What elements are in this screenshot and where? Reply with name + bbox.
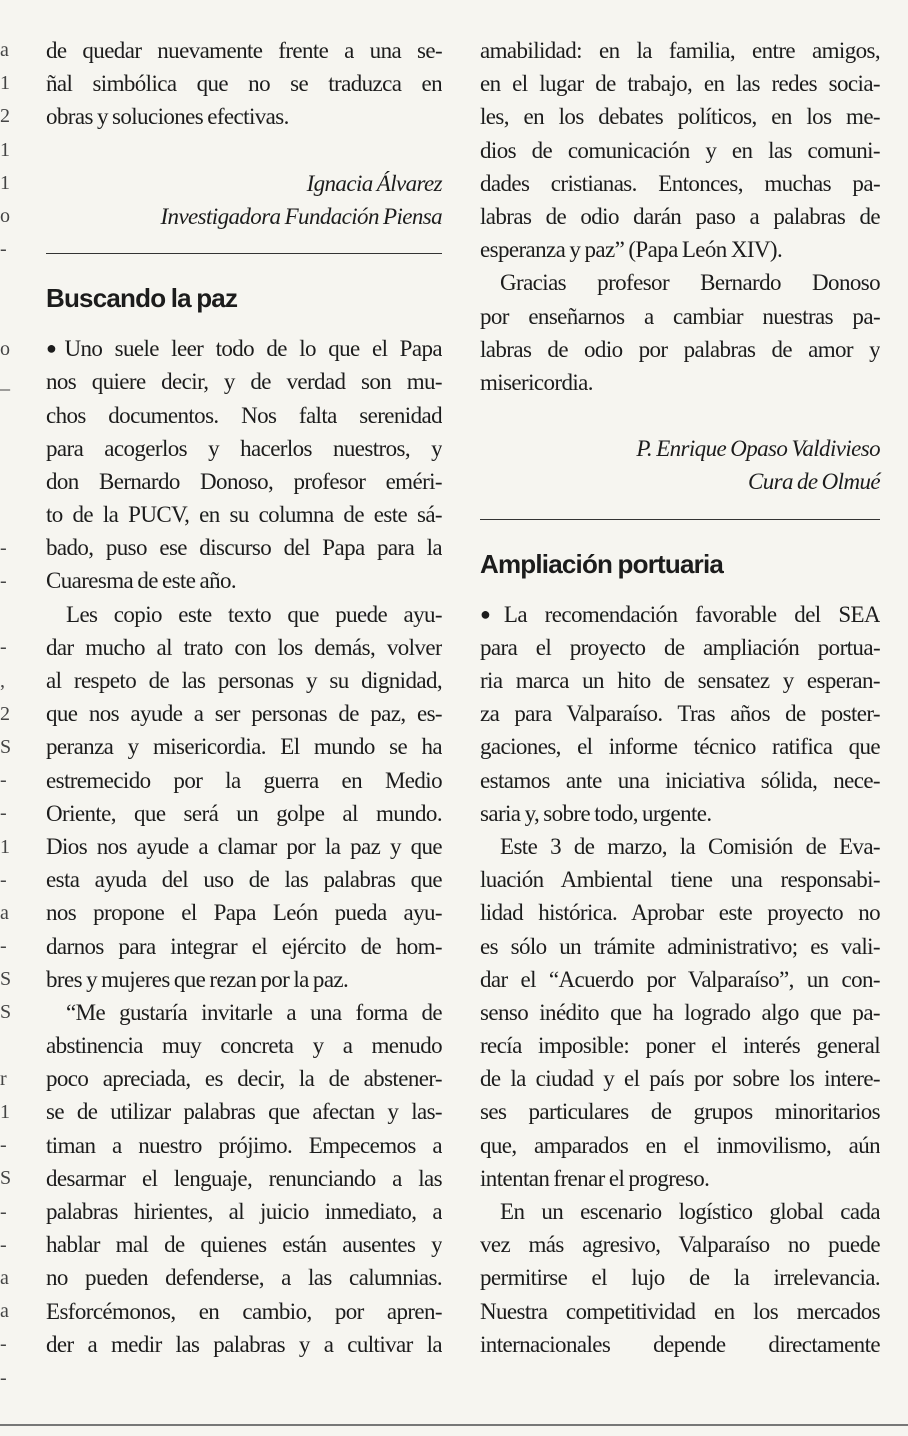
text-line: para acogerlos y hacerlos nuestros, y bbox=[46, 435, 442, 461]
text-line: to de la PUCV, en su columna de este sá- bbox=[46, 502, 442, 528]
text-line: bres y mujeres que rezan por la paz. bbox=[46, 966, 349, 992]
text-line: que nos ayude a ser personas de paz, es- bbox=[46, 701, 442, 727]
edge-fragment: 1 bbox=[0, 171, 10, 194]
text-line: Esforcémonos, en cambio, por apren- bbox=[46, 1298, 442, 1324]
text-line: obras y soluciones efectivas. bbox=[46, 104, 289, 130]
article-paragraph-1 bbox=[480, 598, 880, 830]
text-line: en el lugar de trabajo, en las redes socia- bbox=[480, 71, 880, 97]
edge-fragment: - bbox=[0, 1233, 7, 1256]
text-line: Oriente, que será un golpe al mundo. bbox=[46, 800, 442, 826]
edge-fragment: S bbox=[0, 1001, 12, 1024]
edge-fragment: 1 bbox=[0, 1101, 10, 1123]
text-line: desarmar el lenguaje, renunciando a las bbox=[46, 1165, 442, 1191]
edge-fragment: , bbox=[0, 669, 5, 692]
signature-title: Investigadora Fundación Piensa bbox=[160, 203, 442, 229]
text-line: de la ciudad y el país por sobre los intere- bbox=[480, 1066, 880, 1092]
divider bbox=[480, 519, 880, 520]
edge-fragment bbox=[0, 266, 14, 299]
edge-fragment: - bbox=[0, 1333, 7, 1356]
text-line: bado, puso ese discurso del Papa para la bbox=[46, 535, 442, 561]
edge-fragment: o bbox=[0, 204, 10, 227]
edge-fragment: S bbox=[0, 1167, 12, 1190]
text-line: amabilidad: en la familia, entre amigos, bbox=[480, 38, 880, 63]
text-line: ria marca un hito de sensatez y esperan- bbox=[480, 668, 880, 693]
text-line: En un escenario logístico global cada bbox=[500, 1199, 880, 1224]
article-paragraph-3 bbox=[46, 996, 442, 1361]
divider bbox=[46, 253, 442, 254]
text-line: que, amparados en el inmovilismo, aún bbox=[480, 1132, 880, 1158]
edge-fragment: r bbox=[0, 1067, 7, 1090]
text-line: dades cristianas. Entonces, muchas pa- bbox=[480, 170, 880, 196]
text-line: ses particulares de grupos minoritarios bbox=[480, 1099, 880, 1125]
edge-fragment: S bbox=[0, 968, 12, 991]
text-line bbox=[480, 598, 880, 631]
text-line: de quedar nuevamente frente a una se- bbox=[46, 38, 442, 63]
text-line: peranza y misericordia. El mundo se ha bbox=[46, 734, 442, 760]
edge-fragment: - bbox=[0, 536, 7, 559]
edge-fragment: S bbox=[0, 735, 12, 758]
left-opening-text bbox=[46, 34, 442, 134]
edge-fragment: 1 bbox=[0, 835, 10, 858]
right-paragraph-2 bbox=[480, 266, 880, 399]
text-line: lidad histórica. Aprobar este proyecto no bbox=[480, 900, 880, 926]
text-line: para el proyecto de ampliación portua- bbox=[480, 634, 880, 660]
text-line: dar el “Acuerdo por Valparaíso”, un con- bbox=[480, 966, 880, 992]
text-line: labras de odio por palabras de amor y bbox=[480, 336, 880, 362]
edge-fragment bbox=[0, 1030, 14, 1063]
edge-fragment: - bbox=[0, 769, 7, 792]
edge-fragment: - bbox=[0, 802, 7, 825]
text-line: Dios nos ayude a clamar por la paz y que bbox=[46, 833, 442, 859]
edge-fragment: a bbox=[0, 39, 9, 61]
text-line: se de utilizar palabras que afectan y las- bbox=[46, 1099, 442, 1125]
text-line: es sólo un trámite administrativo; es vali- bbox=[480, 933, 880, 959]
text-line: senso inédito que ha logrado algo que pa- bbox=[480, 999, 880, 1025]
edge-fragment: a bbox=[0, 901, 9, 924]
text-line: misericordia. bbox=[480, 369, 593, 395]
text-line: der a medir las palabras y a cultivar la bbox=[46, 1331, 442, 1357]
text-line: Este 3 de marzo, la Comisión de Eva- bbox=[500, 833, 880, 859]
edge-fragment bbox=[0, 399, 14, 432]
text-line: al respeto de las personas y su dignidad, bbox=[46, 668, 442, 693]
text-line: ñal simbólica que no se traduzca en bbox=[46, 71, 442, 97]
text-line: nos propone el Papa León pueda ayu- bbox=[46, 900, 442, 926]
text-line: internacionales depende directamente bbox=[480, 1331, 880, 1357]
text-line: saria y, sobre todo, urgente. bbox=[480, 800, 712, 826]
text-line: luación Ambiental tiene una responsabi- bbox=[480, 867, 880, 893]
text-line: por enseñarnos a cambiar nuestras pa- bbox=[480, 303, 880, 329]
page-bottom-rule bbox=[0, 1424, 908, 1426]
text-line: Nuestra competitividad en los mercados bbox=[480, 1298, 880, 1324]
article-headline: Ampliación portuaria bbox=[480, 548, 724, 579]
text-line: poco apreciada, es decir, la de abstener- bbox=[46, 1066, 442, 1092]
signature-name: P. Enrique Opaso Valdivieso bbox=[636, 436, 880, 462]
text-line: Cuaresma de este año. bbox=[46, 568, 237, 594]
edge-fragment bbox=[0, 300, 14, 333]
edge-fragment: - bbox=[0, 868, 7, 891]
text-line: timan a nuestro prójimo. Empecemos a bbox=[46, 1132, 442, 1158]
text-line: hablar mal de quienes están ausentes y bbox=[46, 1232, 442, 1258]
text-line: Gracias profesor Bernardo Donoso bbox=[500, 270, 880, 296]
text-line: permitirse el lujo de la irrelevancia. bbox=[480, 1265, 880, 1291]
edge-fragment bbox=[0, 465, 14, 498]
text-line: recía imposible: poner el interés general bbox=[480, 1033, 880, 1059]
edge-fragment: - bbox=[0, 1366, 7, 1389]
signature-title: Cura de Olmué bbox=[747, 469, 880, 495]
article-paragraph-1 bbox=[46, 332, 442, 598]
text-line bbox=[46, 332, 442, 365]
text-line: esperanza y paz” (Papa León XIV). bbox=[480, 237, 783, 263]
article-headline: Buscando la paz bbox=[46, 283, 238, 314]
text-line: chos documentos. Nos falta serenidad bbox=[46, 402, 442, 428]
text-line: esta ayuda del uso de las palabras que bbox=[46, 867, 442, 893]
edge-fragment bbox=[0, 499, 14, 532]
left-edge-fragments bbox=[0, 34, 14, 1395]
text-line: abstinencia muy concreta y a menudo bbox=[46, 1033, 442, 1059]
edge-fragment: _ bbox=[0, 370, 10, 393]
text-line: les, en los debates políticos, en los me- bbox=[480, 104, 880, 130]
text-line: Les copio este texto que puede ayu- bbox=[66, 601, 442, 627]
text-line: don Bernardo Donoso, profesor eméri- bbox=[46, 468, 442, 494]
article-paragraph-2 bbox=[480, 830, 880, 1195]
text-line: labras de odio darán paso a palabras de bbox=[480, 203, 880, 229]
text-line: darnos para integrar el ejército de hom- bbox=[46, 933, 442, 959]
edge-fragment bbox=[0, 598, 14, 631]
edge-fragment: 1 bbox=[0, 138, 10, 161]
bullet-icon: ● bbox=[46, 338, 65, 359]
article-paragraph-2 bbox=[46, 598, 442, 996]
edge-fragment: - bbox=[0, 1200, 7, 1223]
text-line: estamos ante una iniciativa sólida, nece- bbox=[480, 767, 880, 793]
left-column bbox=[46, 34, 442, 1361]
text-line: intentan frenar el progreso. bbox=[480, 1165, 710, 1191]
edge-fragment: a bbox=[0, 1300, 9, 1323]
text-line: dar mucho al trato con los demás, volver bbox=[46, 634, 442, 660]
edge-fragment: - bbox=[0, 636, 7, 659]
edge-fragment: a bbox=[0, 1266, 9, 1289]
text-line-content: Uno suele leer todo de lo que el Papa bbox=[64, 336, 442, 362]
edge-fragment: - bbox=[0, 570, 7, 592]
text-line: nos quiere decir, y de verdad son mu- bbox=[46, 369, 442, 395]
bullet-icon: ● bbox=[480, 603, 504, 624]
text-line-content: La recomendación favorable del SEA bbox=[503, 601, 880, 627]
text-line: za para Valparaíso. Tras años de poster- bbox=[480, 701, 880, 727]
edge-fragment: - bbox=[0, 935, 7, 958]
edge-fragment: 2 bbox=[0, 105, 10, 128]
edge-fragment: 2 bbox=[0, 702, 10, 725]
edge-fragment bbox=[0, 432, 14, 465]
edge-fragment: 1 bbox=[0, 72, 10, 95]
article-paragraph-3 bbox=[480, 1195, 880, 1361]
edge-fragment: - bbox=[0, 1134, 7, 1157]
right-column bbox=[480, 34, 880, 1361]
text-line: vez más agresivo, Valparaíso no puede bbox=[480, 1232, 880, 1258]
text-line: gaciones, el informe técnico ratifica que bbox=[480, 734, 880, 760]
edge-fragment: o bbox=[0, 337, 10, 360]
text-line: dios de comunicación y en las comuni- bbox=[480, 137, 880, 163]
text-line: no pueden defenderse, a las calumnias. bbox=[46, 1265, 442, 1291]
edge-fragment: - bbox=[0, 238, 7, 261]
signature-name: Ignacia Álvarez bbox=[306, 170, 442, 196]
text-line: palabras hirientes, al juicio inmediato, a bbox=[46, 1199, 442, 1224]
text-line: estremecido por la guerra en Medio bbox=[46, 767, 442, 793]
text-line: “Me gustaría invitarle a una forma de bbox=[66, 999, 442, 1025]
right-opening-text bbox=[480, 34, 880, 266]
